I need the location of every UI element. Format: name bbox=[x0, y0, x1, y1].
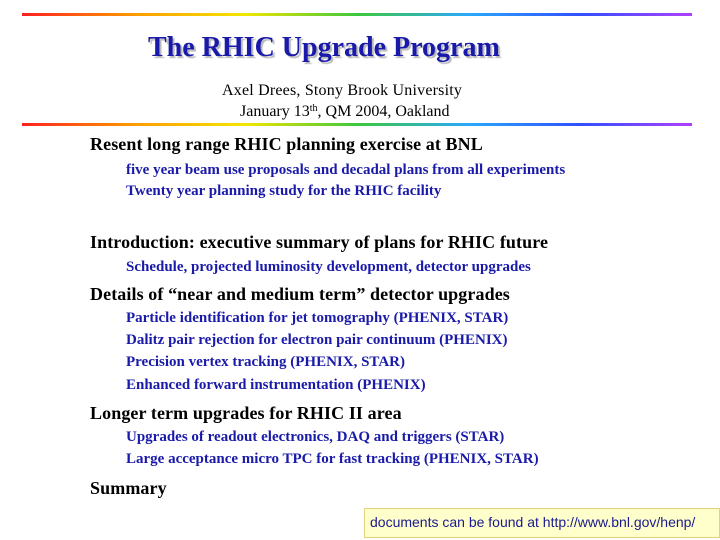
author-line: Axel Drees, Stony Brook University bbox=[222, 82, 463, 99]
bullet-vertex-tracking: Precision vertex tracking (PHENIX, STAR) bbox=[126, 354, 405, 370]
bullet-forward-instrumentation: Enhanced forward instrumentation (PHENIX) bbox=[126, 377, 426, 393]
section-heading-summary: Summary bbox=[90, 478, 167, 498]
date-venue: , QM 2004, Oakland bbox=[317, 103, 450, 120]
bullet-beam-use-proposals: five year beam use proposals and decadal plans from all experiments bbox=[126, 162, 566, 178]
bullet-schedule: Schedule, projected luminosity development, detector upgrades bbox=[126, 259, 531, 275]
bullet-micro-tpc: Large acceptance micro TPC for fast tracking (PHENIX, STAR) bbox=[126, 451, 539, 467]
section-heading-near-medium-term: Details of “near and medium term” detector upgrades bbox=[90, 284, 510, 304]
header-rainbow-divider bbox=[22, 123, 692, 126]
date-text: January 13 bbox=[240, 103, 310, 120]
bullet-readout-electronics: Upgrades of readout electronics, DAQ and triggers (STAR) bbox=[126, 429, 505, 445]
section-heading-introduction: Introduction: executive summary of plans for RHIC future bbox=[90, 232, 549, 252]
bullet-twenty-year-study: Twenty year planning study for the RHIC facility bbox=[126, 183, 442, 199]
footer-documents-link[interactable]: documents can be found at http://www.bnl.gov/henp/ bbox=[370, 514, 696, 530]
date-ordinal: th bbox=[309, 103, 318, 114]
top-rainbow-divider bbox=[22, 13, 692, 16]
footer-documents-box bbox=[364, 508, 720, 538]
bullet-dalitz: Dalitz pair rejection for electron pair continuum (PHENIX) bbox=[126, 332, 508, 348]
section-heading-longer-term: Longer term upgrades for RHIC II area bbox=[90, 403, 402, 423]
date-line bbox=[240, 103, 450, 121]
section-heading-planning: Resent long range RHIC planning exercise at BNL bbox=[90, 134, 483, 154]
bullet-particle-id: Particle identification for jet tomography (PHENIX, STAR) bbox=[126, 310, 509, 326]
slide-title: The RHIC Upgrade Program bbox=[148, 32, 500, 63]
